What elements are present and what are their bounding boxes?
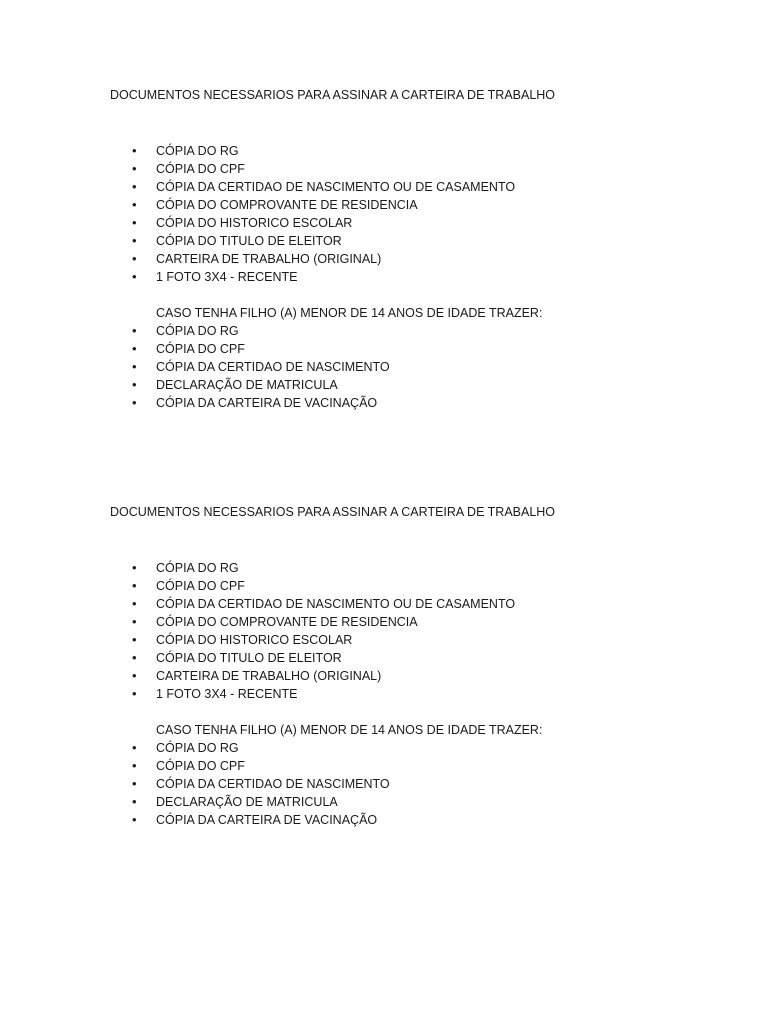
list-item xyxy=(110,394,670,412)
list-item xyxy=(110,793,670,811)
children-documents-list xyxy=(110,322,670,412)
list-item-text: CÓPIA DO RG xyxy=(156,741,239,755)
required-documents-list xyxy=(110,559,670,703)
list-item xyxy=(110,739,670,757)
list-item xyxy=(110,559,670,577)
bullet-icon: • xyxy=(132,668,137,683)
list-item-text: CÓPIA DO HISTORICO ESCOLAR xyxy=(156,216,353,230)
bullet-icon: • xyxy=(132,233,137,248)
bullet-icon: • xyxy=(132,812,137,827)
list-item xyxy=(110,178,670,196)
list-item-text: CÓPIA DA CERTIDAO DE NASCIMENTO xyxy=(156,777,390,791)
list-item-text: CÓPIA DO CPF xyxy=(156,342,245,356)
list-item-text: CÓPIA DA CERTIDAO DE NASCIMENTO OU DE CASAMENTO xyxy=(156,180,516,194)
list-item xyxy=(110,613,670,631)
bullet-icon: • xyxy=(132,197,137,212)
list-item-text: CÓPIA DO COMPROVANTE DE RESIDENCIA xyxy=(156,615,418,629)
section-title: DOCUMENTOS NECESSARIOS PARA ASSINAR A CARTEIRA DE TRABALHO xyxy=(110,505,556,519)
list-item xyxy=(110,811,670,829)
list-item xyxy=(110,250,670,268)
bullet-icon: • xyxy=(132,323,137,338)
list-item xyxy=(110,595,670,613)
bullet-icon: • xyxy=(132,179,137,194)
bullet-icon: • xyxy=(132,740,137,755)
list-item xyxy=(110,757,670,775)
document-section-2 xyxy=(110,503,670,829)
bullet-icon: • xyxy=(132,161,137,176)
children-documents-heading: CASO TENHA FILHO (A) MENOR DE 14 ANOS DE IDADE TRAZER: xyxy=(156,306,543,320)
list-item-text: CÓPIA DO HISTORICO ESCOLAR xyxy=(156,633,353,647)
list-item-text: CARTEIRA DE TRABALHO (ORIGINAL) xyxy=(156,252,382,266)
bullet-icon: • xyxy=(132,560,137,575)
bullet-icon: • xyxy=(132,596,137,611)
list-item xyxy=(110,775,670,793)
list-item-text: CÓPIA DO CPF xyxy=(156,759,245,773)
bullet-icon: • xyxy=(132,341,137,356)
list-item xyxy=(110,631,670,649)
bullet-icon: • xyxy=(132,776,137,791)
list-item-text: CÓPIA DO RG xyxy=(156,324,239,338)
list-item xyxy=(110,358,670,376)
bullet-icon: • xyxy=(132,269,137,284)
list-item xyxy=(110,160,670,178)
bullet-icon: • xyxy=(132,143,137,158)
bullet-icon: • xyxy=(132,251,137,266)
bullet-icon: • xyxy=(132,359,137,374)
list-item-text: CÓPIA DA CARTEIRA DE VACINAÇÃO xyxy=(156,396,378,410)
list-item xyxy=(110,268,670,286)
list-item xyxy=(110,196,670,214)
section-title: DOCUMENTOS NECESSARIOS PARA ASSINAR A CARTEIRA DE TRABALHO xyxy=(110,88,556,102)
list-item-text: CÓPIA DO COMPROVANTE DE RESIDENCIA xyxy=(156,198,418,212)
list-item xyxy=(110,577,670,595)
list-item xyxy=(110,214,670,232)
list-item-text: CÓPIA DO TITULO DE ELEITOR xyxy=(156,651,342,665)
list-item-text: CÓPIA DA CERTIDAO DE NASCIMENTO OU DE CASAMENTO xyxy=(156,597,516,611)
required-documents-list xyxy=(110,142,670,286)
list-item-text: DECLARAÇÃO DE MATRICULA xyxy=(156,795,338,809)
list-item xyxy=(110,376,670,394)
list-item-text: DECLARAÇÃO DE MATRICULA xyxy=(156,378,338,392)
list-item xyxy=(110,142,670,160)
list-item-text: CÓPIA DO TITULO DE ELEITOR xyxy=(156,234,342,248)
list-item-text: CÓPIA DA CERTIDAO DE NASCIMENTO xyxy=(156,360,390,374)
children-documents-list xyxy=(110,739,670,829)
list-item xyxy=(110,685,670,703)
list-item-text: CÓPIA DO CPF xyxy=(156,579,245,593)
bullet-icon: • xyxy=(132,614,137,629)
list-item xyxy=(110,667,670,685)
bullet-icon: • xyxy=(132,377,137,392)
bullet-icon: • xyxy=(132,794,137,809)
bullet-icon: • xyxy=(132,650,137,665)
list-item xyxy=(110,340,670,358)
bullet-icon: • xyxy=(132,686,137,701)
list-item-text: 1 FOTO 3X4 - RECENTE xyxy=(156,270,298,284)
bullet-icon: • xyxy=(132,578,137,593)
list-item-text: CÓPIA DO RG xyxy=(156,144,239,158)
bullet-icon: • xyxy=(132,632,137,647)
list-item-text: CARTEIRA DE TRABALHO (ORIGINAL) xyxy=(156,669,382,683)
bullet-icon: • xyxy=(132,215,137,230)
children-documents-heading: CASO TENHA FILHO (A) MENOR DE 14 ANOS DE IDADE TRAZER: xyxy=(156,723,543,737)
list-item-text: CÓPIA DA CARTEIRA DE VACINAÇÃO xyxy=(156,813,378,827)
bullet-icon: • xyxy=(132,758,137,773)
list-item xyxy=(110,232,670,250)
list-item-text: CÓPIA DO RG xyxy=(156,561,239,575)
list-item-text: 1 FOTO 3X4 - RECENTE xyxy=(156,687,298,701)
list-item xyxy=(110,649,670,667)
document-section-1 xyxy=(110,86,670,412)
bullet-icon: • xyxy=(132,395,137,410)
list-item xyxy=(110,322,670,340)
list-item-text: CÓPIA DO CPF xyxy=(156,162,245,176)
